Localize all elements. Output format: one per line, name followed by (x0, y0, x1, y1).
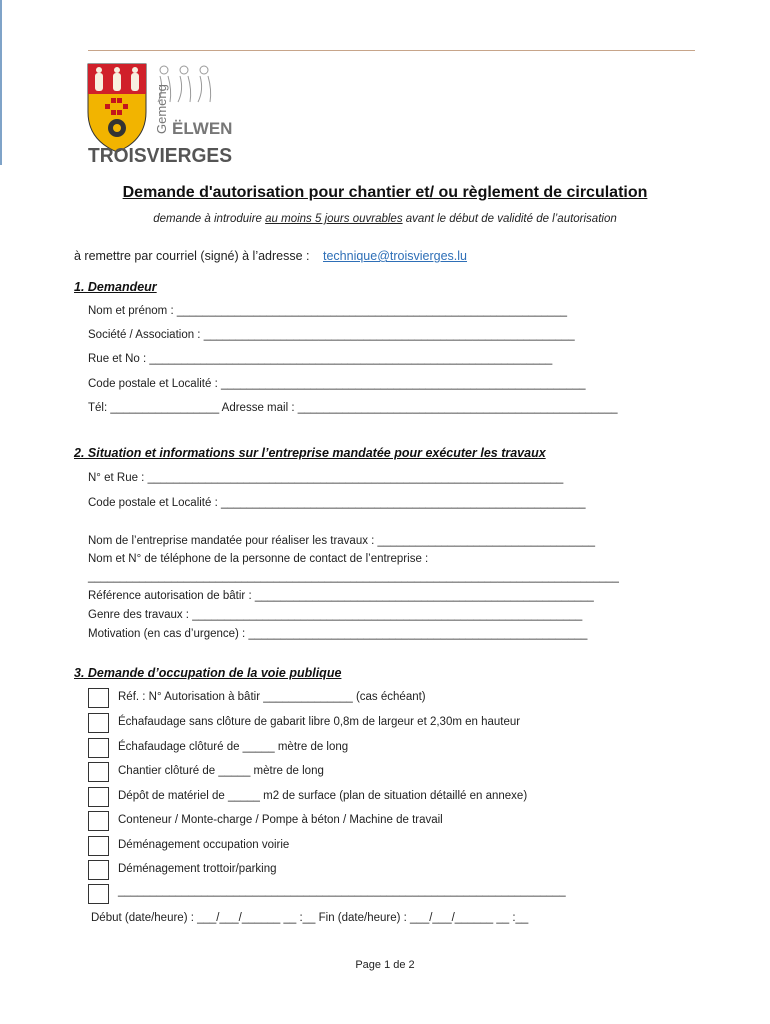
coat-of-arms-icon (86, 60, 236, 166)
page-edge-line (0, 0, 2, 165)
submission-instructions (74, 249, 467, 263)
header-rule (88, 50, 695, 51)
field-contact-label: Nom et N° de téléphone de la personne de contact de l’entreprise : (88, 553, 429, 565)
checkbox-label: Échafaudage clôturé de _____ mètre de long (118, 741, 349, 753)
email-link[interactable]: technique@troisvierges.lu (323, 249, 468, 263)
checkbox-label: Dépôt de matériel de _____ m2 de surface (plan de situation détaillé en annexe) (118, 790, 528, 802)
field-rue-no[interactable]: Rue et No : _______________________________________________________________ (88, 353, 553, 365)
section1-heading: 1. Demandeur (74, 280, 157, 294)
submission-label: à remettre par courriel (signé) à l’adresse : (74, 249, 310, 263)
checkbox-label: Chantier clôturé de _____ mètre de long (118, 765, 324, 777)
field-contact-line[interactable]: ___________________________________________________________________________________ (88, 571, 619, 583)
logo-town-text: TROISVIERGES (88, 145, 232, 166)
field-entreprise-code-postal[interactable]: Code postale et Localité : _________________________________________________________ (88, 497, 586, 509)
checkbox-label: Conteneur / Monte-charge / Pompe à béton / Machine de travail (118, 814, 443, 826)
checkbox-other-line[interactable]: ______________________________________________________________________ (118, 885, 566, 897)
municipality-logo (86, 60, 236, 166)
subtitle-before: demande à introduire (153, 213, 266, 225)
field-nom-entreprise[interactable]: Nom de l’entreprise mandatée pour réaliser les travaux : __________________________________ (88, 535, 596, 547)
field-code-postal[interactable]: Code postale et Localité : _________________________________________________________ (88, 378, 586, 390)
page-footer: Page 1 de 2 (355, 959, 415, 971)
page-title: Demande d'autorisation pour chantier et/ ou règlement de circulation (122, 184, 648, 201)
field-dates[interactable]: Début (date/heure) : ___/___/______ __ :__ Fin (date/heure) : ___/___/______ __ :__ (91, 912, 529, 924)
checkbox-chantier-cloture[interactable] (88, 762, 109, 782)
checkbox-label: Déménagement occupation voirie (118, 839, 290, 851)
field-entreprise-rue[interactable]: N° et Rue : _________________________________________________________________ (88, 472, 564, 484)
field-reference-autorisation[interactable]: Référence autorisation de bâtir : _____________________________________________________ (88, 590, 594, 602)
checkbox-label: Déménagement trottoir/parking (118, 863, 277, 875)
subtitle-underlined: au moins 5 jours ouvrables (265, 213, 403, 225)
subtitle-after: avant le début de validité de l’autorisation (402, 213, 617, 225)
field-motivation[interactable]: Motivation (en cas d’urgence) : _____________________________________________________ (88, 628, 588, 640)
page-subtitle (0, 213, 770, 225)
logo-elwen-text: ËLWEN (172, 119, 233, 138)
checkbox-depot-materiel[interactable] (88, 787, 109, 807)
checkbox-label: Réf. : N° Autorisation à bâtir ______________ (cas échéant) (118, 691, 426, 703)
field-societe[interactable]: Société / Association : __________________________________________________________ (88, 329, 575, 341)
field-genre-travaux[interactable]: Genre des travaux : _____________________________________________________________ (88, 609, 583, 621)
field-nom-prenom[interactable]: Nom et prénom : _____________________________________________________________ (88, 305, 567, 317)
checkbox-conteneur[interactable] (88, 811, 109, 831)
checkbox-demenagement-trottoir[interactable] (88, 860, 109, 880)
section3-heading: 3. Demande d’occupation de la voie publique (74, 666, 342, 680)
field-tel-email[interactable]: Tél: _________________ Adresse mail : __________________________________________________ (88, 402, 618, 414)
checkbox-label: Échafaudage sans clôture de gabarit libre 0,8m de largeur et 2,30m en hauteur (118, 716, 521, 728)
checkbox-ref-autorisation[interactable] (88, 688, 109, 708)
checkbox-demenagement-voirie[interactable] (88, 836, 109, 856)
logo-gemeng-text: Gemeng (154, 84, 169, 134)
checkbox-other[interactable] (88, 884, 109, 904)
section2-heading: 2. Situation et informations sur l’entreprise mandatée pour exécuter les travaux (74, 446, 546, 460)
checkbox-echafaudage-cloture[interactable] (88, 738, 109, 758)
checkbox-echafaudage-sans-cloture[interactable] (88, 713, 109, 733)
